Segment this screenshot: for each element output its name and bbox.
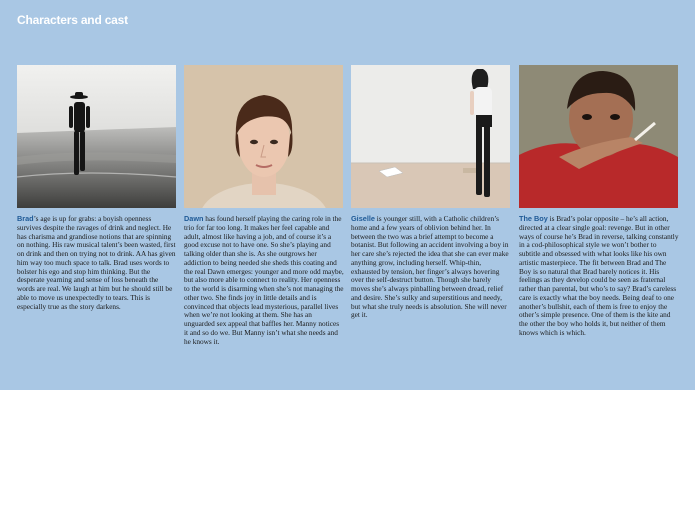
boy-photo	[519, 65, 678, 208]
character-the-boy	[519, 215, 679, 338]
character-description: ’s age is up for grabs: a boyish openness survives despite the ravages of drink and neglect. He has charisma and grandiose notions that are spinning on nothing. His raw musical talent’s been wasted, first on drink and then on trying not to drink. AA has given him way too much space to talk. Brad uses words to bolster his ego and stop him thinking. But the desperate yearning and sense of loss beneath the words are real. We laugh at him but he should still be able to move us unexpectedly to tears. This is especially true as the story darkens.	[17, 214, 176, 311]
character-name: Giselle	[351, 214, 375, 223]
character-name: Dawn	[184, 214, 204, 223]
character-name: Brad	[17, 214, 34, 223]
character-dawn	[184, 215, 344, 346]
brad-photo	[17, 65, 176, 208]
character-description: has found herself playing the caring role in the trio for far too long. It makes her feel capable and adult, almost like having a job, and of course it’s a good excuse not to have one. So she’s playing and talking older than she is. As she outgrows her addiction to being needed she sheds this coating and the real Dawn emerges: younger and more odd maybe, but also more able to connect to reality. Her openness to the world is disarming when she’s not managing the other two. She finds joy in little details and is convinced that objects lead mysterious, parallel lives when we’re not looking at them. She has an unguarded sex appeal that baffles her. Manny notices it and so do we. But Manny isn’t what she needs and he knows it.	[184, 214, 344, 346]
character-description: is Brad’s polar opposite – he’s all action, directed at a clear single goal: revenge. But in other ways of course he’s Brad in reverse, talking constantly in a cod-philosophical style we won’t bother to subtitle and obsessed with what looks like his own artistic masterpiece. The fit between Brad and The Boy is so natural that Brad barely notices it. His feelings as they develop could be seen as fraternal rather than parental, but who’s to say? Brad’s careless care is exactly what the boy needs. Being deaf to one another’s bullshit, each of them is free to enjoy the other’s simple presence. One of them is the kite and the other the boy who holds it, but neither of them knows which is which.	[519, 214, 679, 337]
character-brad	[17, 215, 177, 311]
giselle-photo	[351, 65, 510, 208]
character-name: The Boy	[519, 214, 548, 223]
dawn-photo	[184, 65, 343, 208]
character-giselle	[351, 215, 511, 320]
character-description: is younger still, with a Catholic children’s home and a few years of oblivion behind her. In between the two was a brief attempt to become a botanist. But following an accident involving a boy in her care she’s rejected the idea that she can ever make anything grow, including herself. Whip-thin, exhausted by tension, her finger’s always hovering over the self-destruct button. Though she barely moves she’s always pinballing between dread, relief and desire. She’s sulky and superstitious and needy, but what she truly needs is absolution. She will never get it.	[351, 214, 509, 320]
section-title: Characters and cast	[17, 13, 128, 27]
